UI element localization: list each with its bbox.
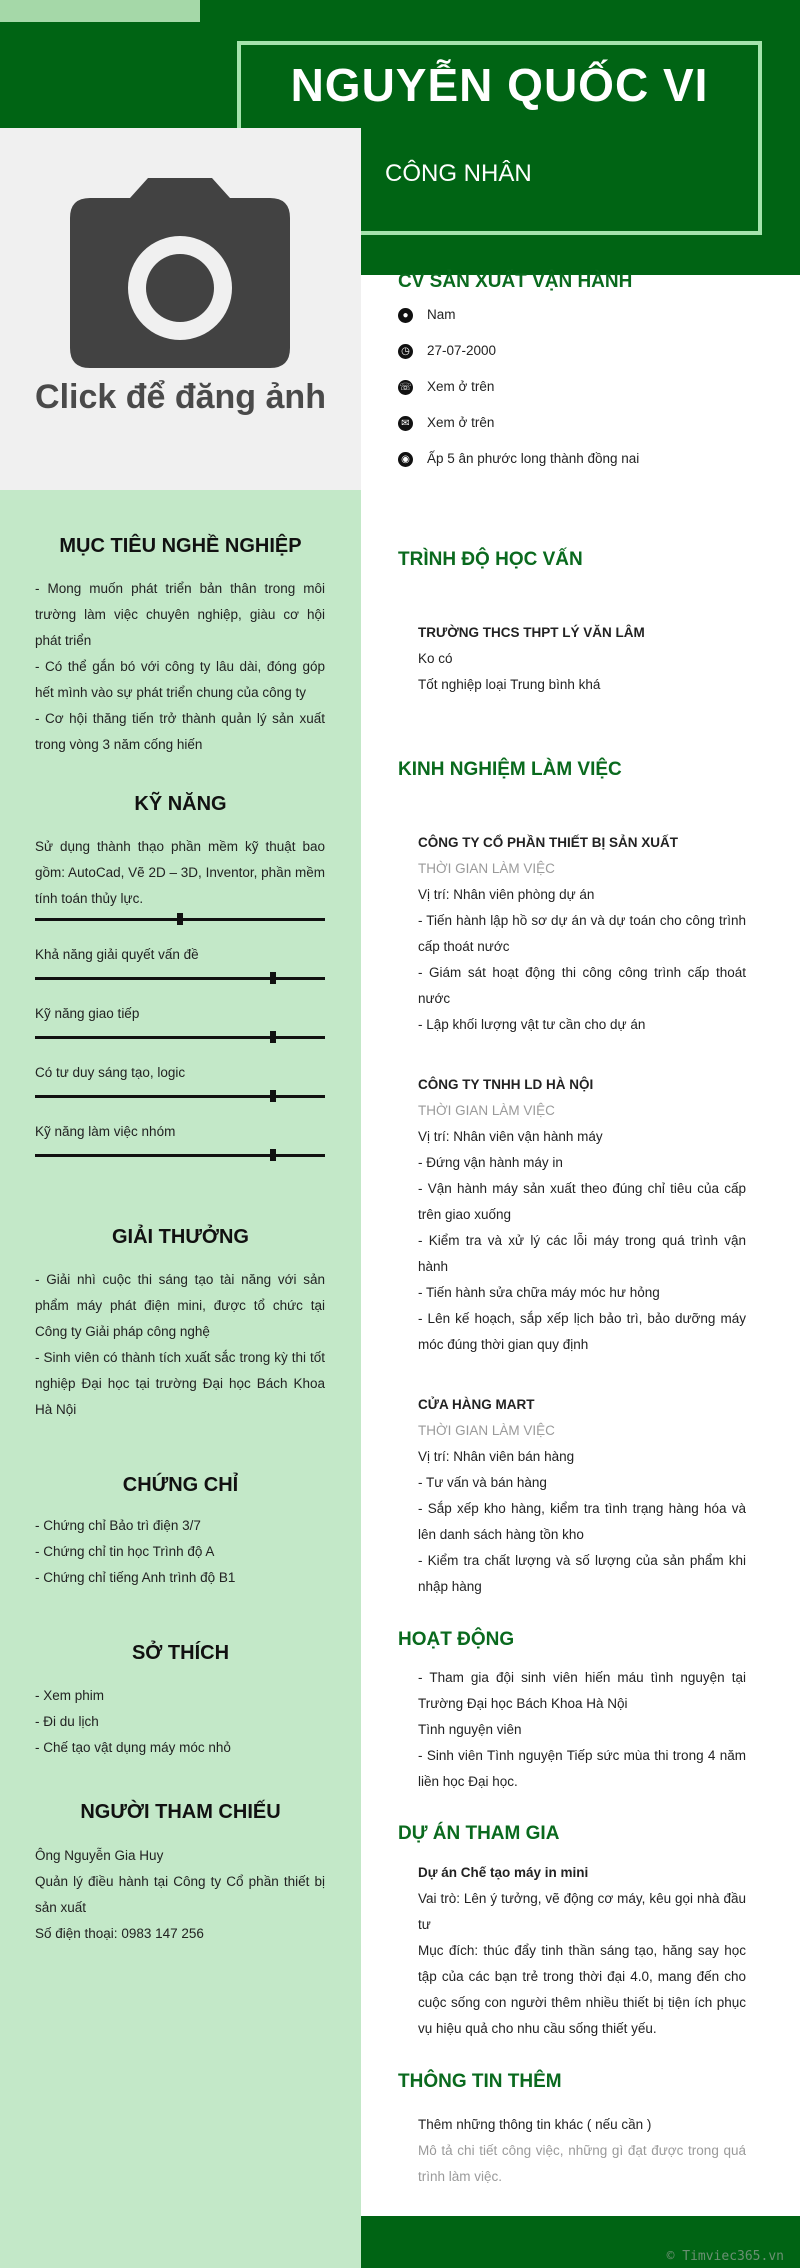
job-entry <box>418 830 746 1038</box>
skill-bar <box>35 977 325 980</box>
reference-line: Số điện thoại: 0983 147 256 <box>35 1926 204 1941</box>
award-line: - Giải nhì cuộc thi sáng tạo tài năng với sản phẩm máy phát điện mini, được tổ chức tại Công ty Giải pháp công nghệ <box>35 1272 325 1339</box>
hobby-line: - Xem phim <box>35 1688 105 1703</box>
job-company: CỬA HÀNG MART <box>418 1397 535 1412</box>
hobbies-heading: SỞ THÍCH <box>131 1642 230 1664</box>
activities-block <box>418 1665 746 1795</box>
certificate-line: - Chứng chỉ Bảo trì điện 3/7 <box>35 1518 201 1533</box>
job-entry <box>418 1072 746 1358</box>
job-entry <box>418 1392 746 1600</box>
info-email <box>398 415 494 431</box>
skill-knob <box>270 1090 276 1102</box>
job-position: Vị trí: Nhân viên vận hành máy <box>418 1129 603 1144</box>
header-accent-stripe <box>0 0 200 22</box>
projects-heading: DỰ ÁN THAM GIA <box>398 1823 560 1844</box>
skill-label: Kỹ năng làm việc nhóm <box>35 1124 176 1139</box>
projects-block <box>418 1860 746 2042</box>
certificates-text <box>35 1513 325 1591</box>
skills-heading: KỸ NĂNG <box>134 793 227 815</box>
project-purpose: Mục đích: thúc đẩy tinh thần sáng tạo, hăng say học tập của các bạn trẻ trong thời đại 4.0, mang đến cho cuộc sống con người thêm nhiều thiết bị tiện ích phục vụ hiệu quả cho nhu cầu sống thiết yếu. <box>418 1943 746 2036</box>
location-icon: ◉ <box>398 452 413 467</box>
job-position: Vị trí: Nhân viên bán hàng <box>418 1449 575 1464</box>
career-goal-line: - Mong muốn phát triển bản thân trong môi trường làm việc chuyên nghiệp, giàu cơ hội phát triển <box>35 581 325 648</box>
photo-upload-label: Click để đăng ảnh <box>35 378 326 416</box>
school-name: TRƯỜNG THCS THPT LÝ VĂN LÂM <box>418 625 645 640</box>
hobby-line: - Đi du lịch <box>35 1714 99 1729</box>
info-value: Xem ở trên <box>427 379 495 394</box>
education-heading: TRÌNH ĐỘ HỌC VẤN <box>398 549 583 570</box>
clock-icon: ◷ <box>398 344 413 359</box>
info-birthday <box>398 343 496 359</box>
job-duty: - Giám sát hoạt động thi công công trình cấp thoát nước <box>418 965 746 1006</box>
job-duty: - Vận hành máy sản xuất theo đúng chỉ tiêu của cấp trên giao xuống <box>418 1181 746 1222</box>
reference-line: Quản lý điều hành tại Công ty Cổ phần thiết bị sản xuất <box>35 1874 325 1915</box>
reference-line: Ông Nguyễn Gia Huy <box>35 1848 164 1863</box>
info-value: Ấp 5 ân phước long thành đồng nai <box>427 451 640 466</box>
job-duty: - Tiến hành sửa chữa máy móc hư hỏng <box>418 1285 660 1300</box>
camera-icon <box>70 178 290 368</box>
references-text <box>35 1843 325 1947</box>
additional-block <box>418 2112 746 2190</box>
certificates-heading: CHỨNG CHỈ <box>122 1474 239 1496</box>
activity-line: - Sinh viên Tình nguyện Tiếp sức mùa thi trong 4 năm liền học Đại học. <box>418 1748 746 1789</box>
candidate-role: CÔNG NHÂN <box>385 160 532 187</box>
job-time: THỜI GIAN LÀM VIỆC <box>418 1103 555 1118</box>
skill-knob <box>270 972 276 984</box>
job-time: THỜI GIAN LÀM VIỆC <box>418 1423 555 1438</box>
job-position: Vị trí: Nhân viên phòng dự án <box>418 887 595 902</box>
education-block <box>418 620 746 698</box>
project-role: Vai trò: Lên ý tưởng, vẽ động cơ máy, kêu gọi nhà đầu tư <box>418 1891 746 1932</box>
experience-heading: KINH NGHIỆM LÀM VIỆC <box>398 759 622 780</box>
job-duty: - Kiểm tra và xử lý các lỗi máy trong quá trình vận hành <box>418 1233 746 1274</box>
skill-knob <box>177 913 183 925</box>
career-goal-heading: MỤC TIÊU NGHỀ NGHIỆP <box>59 535 302 557</box>
phone-icon: ☏ <box>399 381 412 393</box>
skill-bar <box>35 1154 325 1157</box>
skill-knob <box>270 1031 276 1043</box>
skill-bar <box>35 1036 325 1039</box>
info-value: 27-07-2000 <box>427 343 497 358</box>
email-icon: ✉ <box>398 416 413 431</box>
activities-heading: HOẠT ĐỘNG <box>398 1629 515 1650</box>
skill-bar <box>35 918 325 921</box>
project-name: Dự án Chế tạo máy in mini <box>418 1865 589 1880</box>
job-duty: - Đứng vận hành máy in <box>418 1155 563 1170</box>
job-time: THỜI GIAN LÀM VIỆC <box>418 861 555 876</box>
cv-title: CV SẢN XUẤT VẬN HÀNH <box>398 271 633 292</box>
career-goal-text <box>35 576 325 758</box>
career-goal-line: - Có thể gắn bó với công ty lâu dài, đóng góp hết mình vào sự phát triển chung của công ty <box>35 659 325 700</box>
skills-intro: Sử dụng thành thạo phần mềm kỹ thuật bao gồm: AutoCad, Vẽ 2D – 3D, Inventor, phần mềm tính toán thủy lực. <box>35 839 325 906</box>
additional-line: Thêm những thông tin khác ( nếu cần ) <box>418 2117 652 2132</box>
awards-text <box>35 1267 325 1423</box>
info-phone <box>398 379 494 395</box>
job-company: CÔNG TY TNHH LD HÀ NỘI <box>418 1077 594 1092</box>
activity-line: Tình nguyện viên <box>418 1722 522 1737</box>
candidate-name: NGUYỄN QUỐC VI <box>290 59 709 111</box>
job-duty: - Tiến hành lập hồ sơ dự án và dự toán cho công trình cấp thoát nước <box>418 913 746 954</box>
awards-heading: GIẢI THƯỞNG <box>112 1226 249 1248</box>
skill-label: Kỹ năng giao tiếp <box>35 1006 140 1021</box>
info-value: Xem ở trên <box>427 415 495 430</box>
info-value: Nam <box>427 307 456 322</box>
award-line: - Sinh viên có thành tích xuất sắc trong kỳ thi tốt nghiệp Đại học tại trường Đại học Bách Khoa Hà Nội <box>35 1350 325 1417</box>
education-result: Tốt nghiệp loại Trung bình khá <box>418 677 601 692</box>
certificate-line: - Chứng chỉ tin học Trình độ A <box>35 1544 215 1559</box>
references-heading: NGƯỜI THAM CHIẾU <box>80 1801 281 1823</box>
photo-upload[interactable] <box>0 128 361 490</box>
job-duty: - Sắp xếp kho hàng, kiểm tra tình trạng hàng hóa và lên danh sách hàng tồn kho <box>418 1501 746 1542</box>
activity-line: - Tham gia đội sinh viên hiến máu tình nguyện tại Trường Đại học Bách Khoa Hà Nội <box>418 1670 746 1711</box>
job-duty: - Lập khối lượng vật tư cần cho dự án <box>418 1017 646 1032</box>
skill-label: Khả năng giải quyết vấn đề <box>35 947 199 962</box>
hobby-line: - Chế tạo vật dụng máy móc nhỏ <box>35 1740 231 1755</box>
additional-heading: THÔNG TIN THÊM <box>398 2071 562 2092</box>
hobbies-text <box>35 1683 325 1761</box>
watermark: © Timviec365.vn <box>666 2249 784 2264</box>
info-gender <box>398 307 456 323</box>
person-icon: ● <box>398 308 413 323</box>
job-company: CÔNG TY CỔ PHẦN THIẾT BỊ SẢN XUẤT <box>418 835 679 850</box>
footer-bar <box>361 2216 800 2268</box>
skill-label: Có tư duy sáng tạo, logic <box>35 1065 186 1080</box>
additional-line: Mô tả chi tiết công việc, những gì đạt được trong quá trình làm việc. <box>418 2143 746 2184</box>
job-duty: - Kiểm tra chất lượng và số lượng của sản phẩm khi nhập hàng <box>418 1553 746 1594</box>
career-goal-line: - Cơ hội thăng tiến trở thành quản lý sản xuất trong vòng 3 năm cống hiến <box>35 711 325 752</box>
info-address <box>398 451 639 467</box>
skill-bar <box>35 1095 325 1098</box>
job-duty: - Lên kế hoạch, sắp xếp lịch bảo trì, bảo dưỡng máy móc đúng thời gian quy định <box>418 1311 746 1352</box>
job-duty: - Tư vấn và bán hàng <box>418 1475 547 1490</box>
certificate-line: - Chứng chỉ tiếng Anh trình độ B1 <box>35 1570 236 1585</box>
education-major: Ko có <box>418 651 453 666</box>
skill-knob <box>270 1149 276 1161</box>
